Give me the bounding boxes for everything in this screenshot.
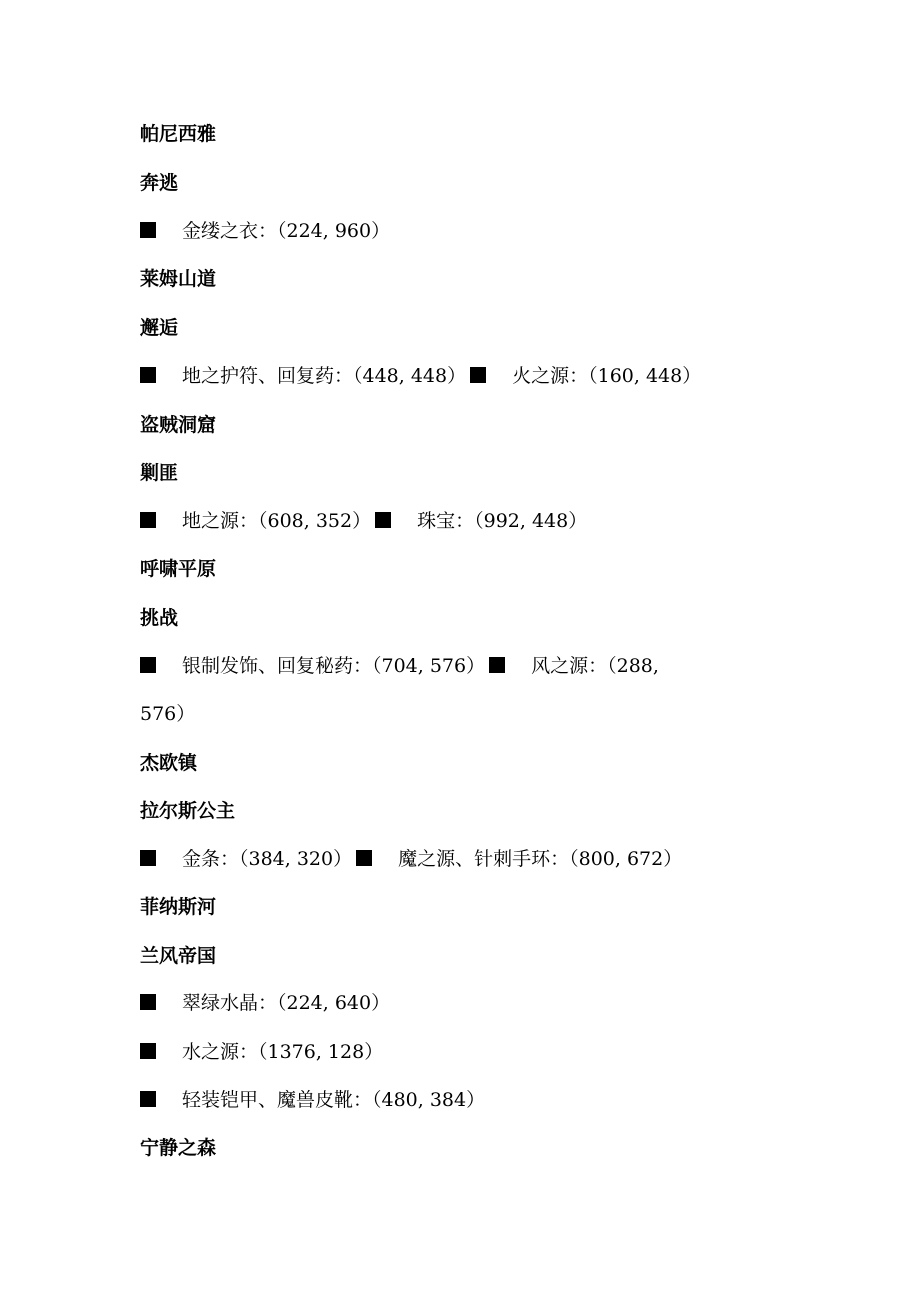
location-heading: 杰欧镇 — [140, 752, 198, 774]
treasure-entry: 轻装铠甲、魔兽皮靴：（480, 384） — [182, 1089, 486, 1111]
location-heading: 菲纳斯河 — [140, 896, 217, 918]
treasure-entry: 金缕之衣：（224, 960） — [182, 220, 391, 242]
location-heading: 帕尼西雅 — [140, 123, 217, 145]
treasure-entry: 地之源：（608, 352） — [182, 510, 372, 532]
bullet-square-icon — [140, 657, 156, 673]
treasure-entry: 珠宝：（992, 448） — [417, 510, 588, 532]
treasure-continuation: 576） — [140, 703, 196, 725]
event-heading: 邂逅 — [140, 317, 179, 339]
treasure-line — [140, 364, 740, 388]
treasure-line — [140, 219, 740, 243]
treasure-line — [140, 847, 740, 871]
treasure-line — [140, 1088, 740, 1112]
bullet-square-icon — [140, 850, 156, 866]
event-heading: 兰风帝国 — [140, 945, 217, 967]
bullet-square-icon — [140, 1091, 156, 1107]
event-heading: 拉尔斯公主 — [140, 800, 236, 822]
treasure-entry: 翠绿水晶：（224, 640） — [182, 992, 391, 1014]
event-heading: 奔逃 — [140, 172, 179, 194]
treasure-entry: 地之护符、回复药：（448, 448） — [182, 365, 467, 387]
treasure-entry: 风之源：（288, — [531, 655, 659, 677]
location-heading: 盗贼洞窟 — [140, 414, 217, 436]
treasure-entry: 水之源：（1376, 128） — [182, 1041, 384, 1063]
bullet-square-icon — [140, 512, 156, 528]
event-heading: 剿匪 — [140, 462, 179, 484]
treasure-line — [140, 991, 740, 1015]
treasure-entry: 火之源：（160, 448） — [512, 365, 702, 387]
bullet-square-icon — [140, 994, 156, 1010]
bullet-square-icon — [489, 657, 505, 673]
bullet-square-icon — [140, 367, 156, 383]
bullet-square-icon — [375, 512, 391, 528]
treasure-entry: 银制发饰、回复秘药：（704, 576） — [182, 655, 486, 677]
treasure-line — [140, 1040, 740, 1064]
location-heading: 呼啸平原 — [140, 558, 217, 580]
bullet-square-icon — [470, 367, 486, 383]
bullet-square-icon — [140, 222, 156, 238]
location-heading: 宁静之森 — [140, 1137, 217, 1159]
bullet-square-icon — [140, 1043, 156, 1059]
bullet-square-icon — [356, 850, 372, 866]
treasure-line — [140, 509, 740, 533]
treasure-entry: 魔之源、针刺手环：（800, 672） — [398, 848, 683, 870]
event-heading: 挑战 — [140, 607, 179, 629]
location-heading: 莱姆山道 — [140, 268, 217, 290]
treasure-entry: 金条：（384, 320） — [182, 848, 353, 870]
treasure-line — [140, 654, 740, 678]
